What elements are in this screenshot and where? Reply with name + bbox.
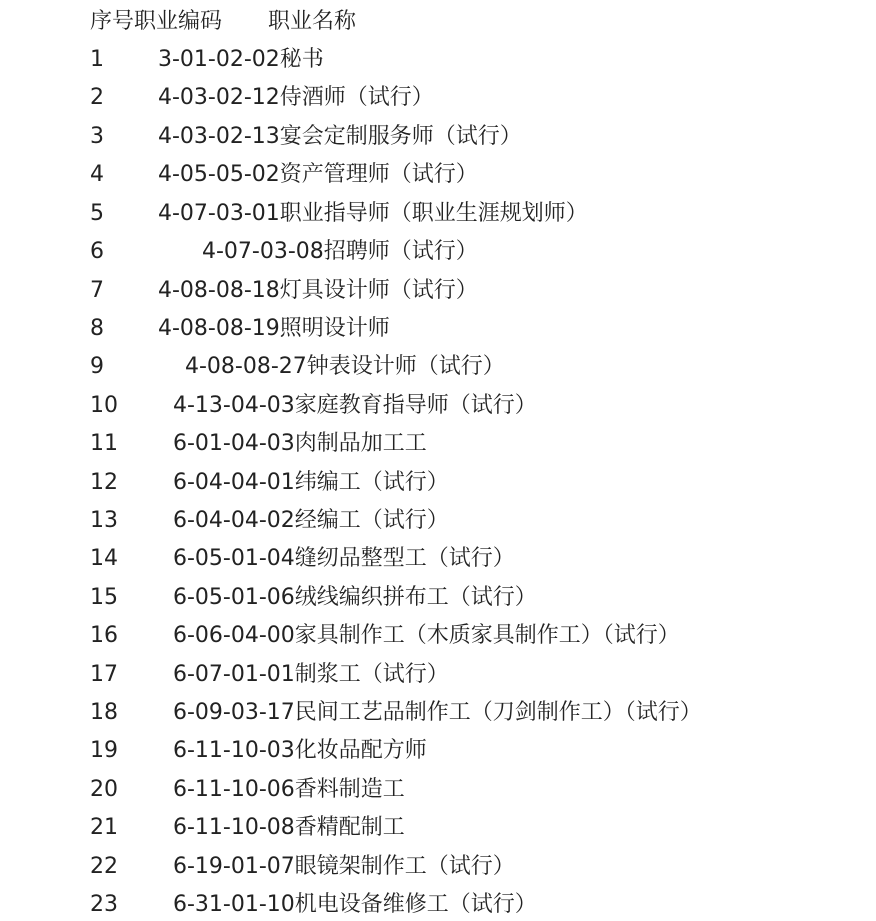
row-entry: 6-04-04-02经编工（试行）: [173, 508, 449, 533]
row-entry: 6-11-10-03化妆品配方师: [173, 738, 427, 763]
row-number: 12: [90, 470, 118, 495]
list-item: [0, 428, 876, 460]
list-item: [0, 121, 876, 153]
row-number: 14: [90, 546, 118, 571]
row-number: 22: [90, 854, 118, 879]
row-entry: 4-07-03-01职业指导师（职业生涯规划师）: [158, 201, 588, 226]
row-number: 1: [90, 47, 104, 72]
header-occupation-name: 职业名称: [268, 9, 357, 34]
row-number: 16: [90, 623, 118, 648]
row-number: 8: [90, 316, 104, 341]
row-entry: 4-05-05-02资产管理师（试行）: [158, 162, 478, 187]
row-entry: 4-08-08-27钟表设计师（试行）: [185, 354, 505, 379]
list-item: [0, 390, 876, 422]
row-entry: 6-19-01-07眼镜架制作工（试行）: [173, 854, 515, 879]
list-item: [0, 275, 876, 307]
row-number: 4: [90, 162, 104, 187]
row-entry: 4-07-03-08招聘师（试行）: [202, 239, 478, 264]
list-item: [0, 351, 876, 383]
row-entry: 4-08-08-18灯具设计师（试行）: [158, 278, 478, 303]
list-item: [0, 505, 876, 537]
row-number: 17: [90, 662, 118, 687]
list-item: [0, 198, 876, 230]
list-item: [0, 812, 876, 844]
row-number: 19: [90, 738, 118, 763]
row-entry: 6-05-01-04缝纫品整型工（试行）: [173, 546, 515, 571]
row-entry: 4-13-04-03家庭教育指导师（试行）: [173, 393, 537, 418]
list-item: [0, 889, 876, 921]
row-entry: 6-09-03-17民间工艺品制作工（刀剑制作工）（试行）: [173, 700, 702, 725]
row-entry: 6-11-10-06香料制造工: [173, 777, 405, 802]
row-number: 18: [90, 700, 118, 725]
list-item: [0, 44, 876, 76]
row-entry: 6-06-04-00家具制作工（木质家具制作工）（试行）: [173, 623, 680, 648]
row-number: 5: [90, 201, 104, 226]
list-item: [0, 82, 876, 114]
row-entry: 3-01-02-02秘书: [158, 47, 324, 72]
row-entry: 4-08-08-19照明设计师: [158, 316, 390, 341]
row-number: 23: [90, 892, 118, 917]
row-number: 9: [90, 354, 104, 379]
list-item: [0, 620, 876, 652]
row-entry: 6-11-10-08香精配制工: [173, 815, 405, 840]
row-number: 11: [90, 431, 118, 456]
list-item: [0, 467, 876, 499]
list-item: [0, 697, 876, 729]
row-number: 7: [90, 278, 104, 303]
row-number: 21: [90, 815, 118, 840]
row-entry: 6-05-01-06绒线编织拼布工（试行）: [173, 585, 537, 610]
list-item: [0, 851, 876, 883]
table-header: [90, 6, 356, 38]
list-item: [0, 774, 876, 806]
row-entry: 6-07-01-01制浆工（试行）: [173, 662, 449, 687]
list-item: [0, 313, 876, 345]
row-number: 13: [90, 508, 118, 533]
row-number: 2: [90, 85, 104, 110]
row-entry: 4-03-02-13宴会定制服务师（试行）: [158, 124, 522, 149]
row-number: 15: [90, 585, 118, 610]
row-number: 6: [90, 239, 104, 264]
list-item: [0, 543, 876, 575]
list-item: [0, 159, 876, 191]
list-item: [0, 582, 876, 614]
row-number: 20: [90, 777, 118, 802]
list-item: [0, 735, 876, 767]
row-entry: 6-04-04-01纬编工（试行）: [173, 470, 449, 495]
row-number: 3: [90, 124, 104, 149]
row-entry: 6-01-04-03肉制品加工工: [173, 431, 427, 456]
row-number: 10: [90, 393, 118, 418]
list-item: [0, 236, 876, 268]
list-item: [0, 659, 876, 691]
header-index-code: 序号职业编码: [90, 9, 223, 34]
row-entry: 6-31-01-10机电设备维修工（试行）: [173, 892, 537, 917]
row-entry: 4-03-02-12侍酒师（试行）: [158, 85, 434, 110]
